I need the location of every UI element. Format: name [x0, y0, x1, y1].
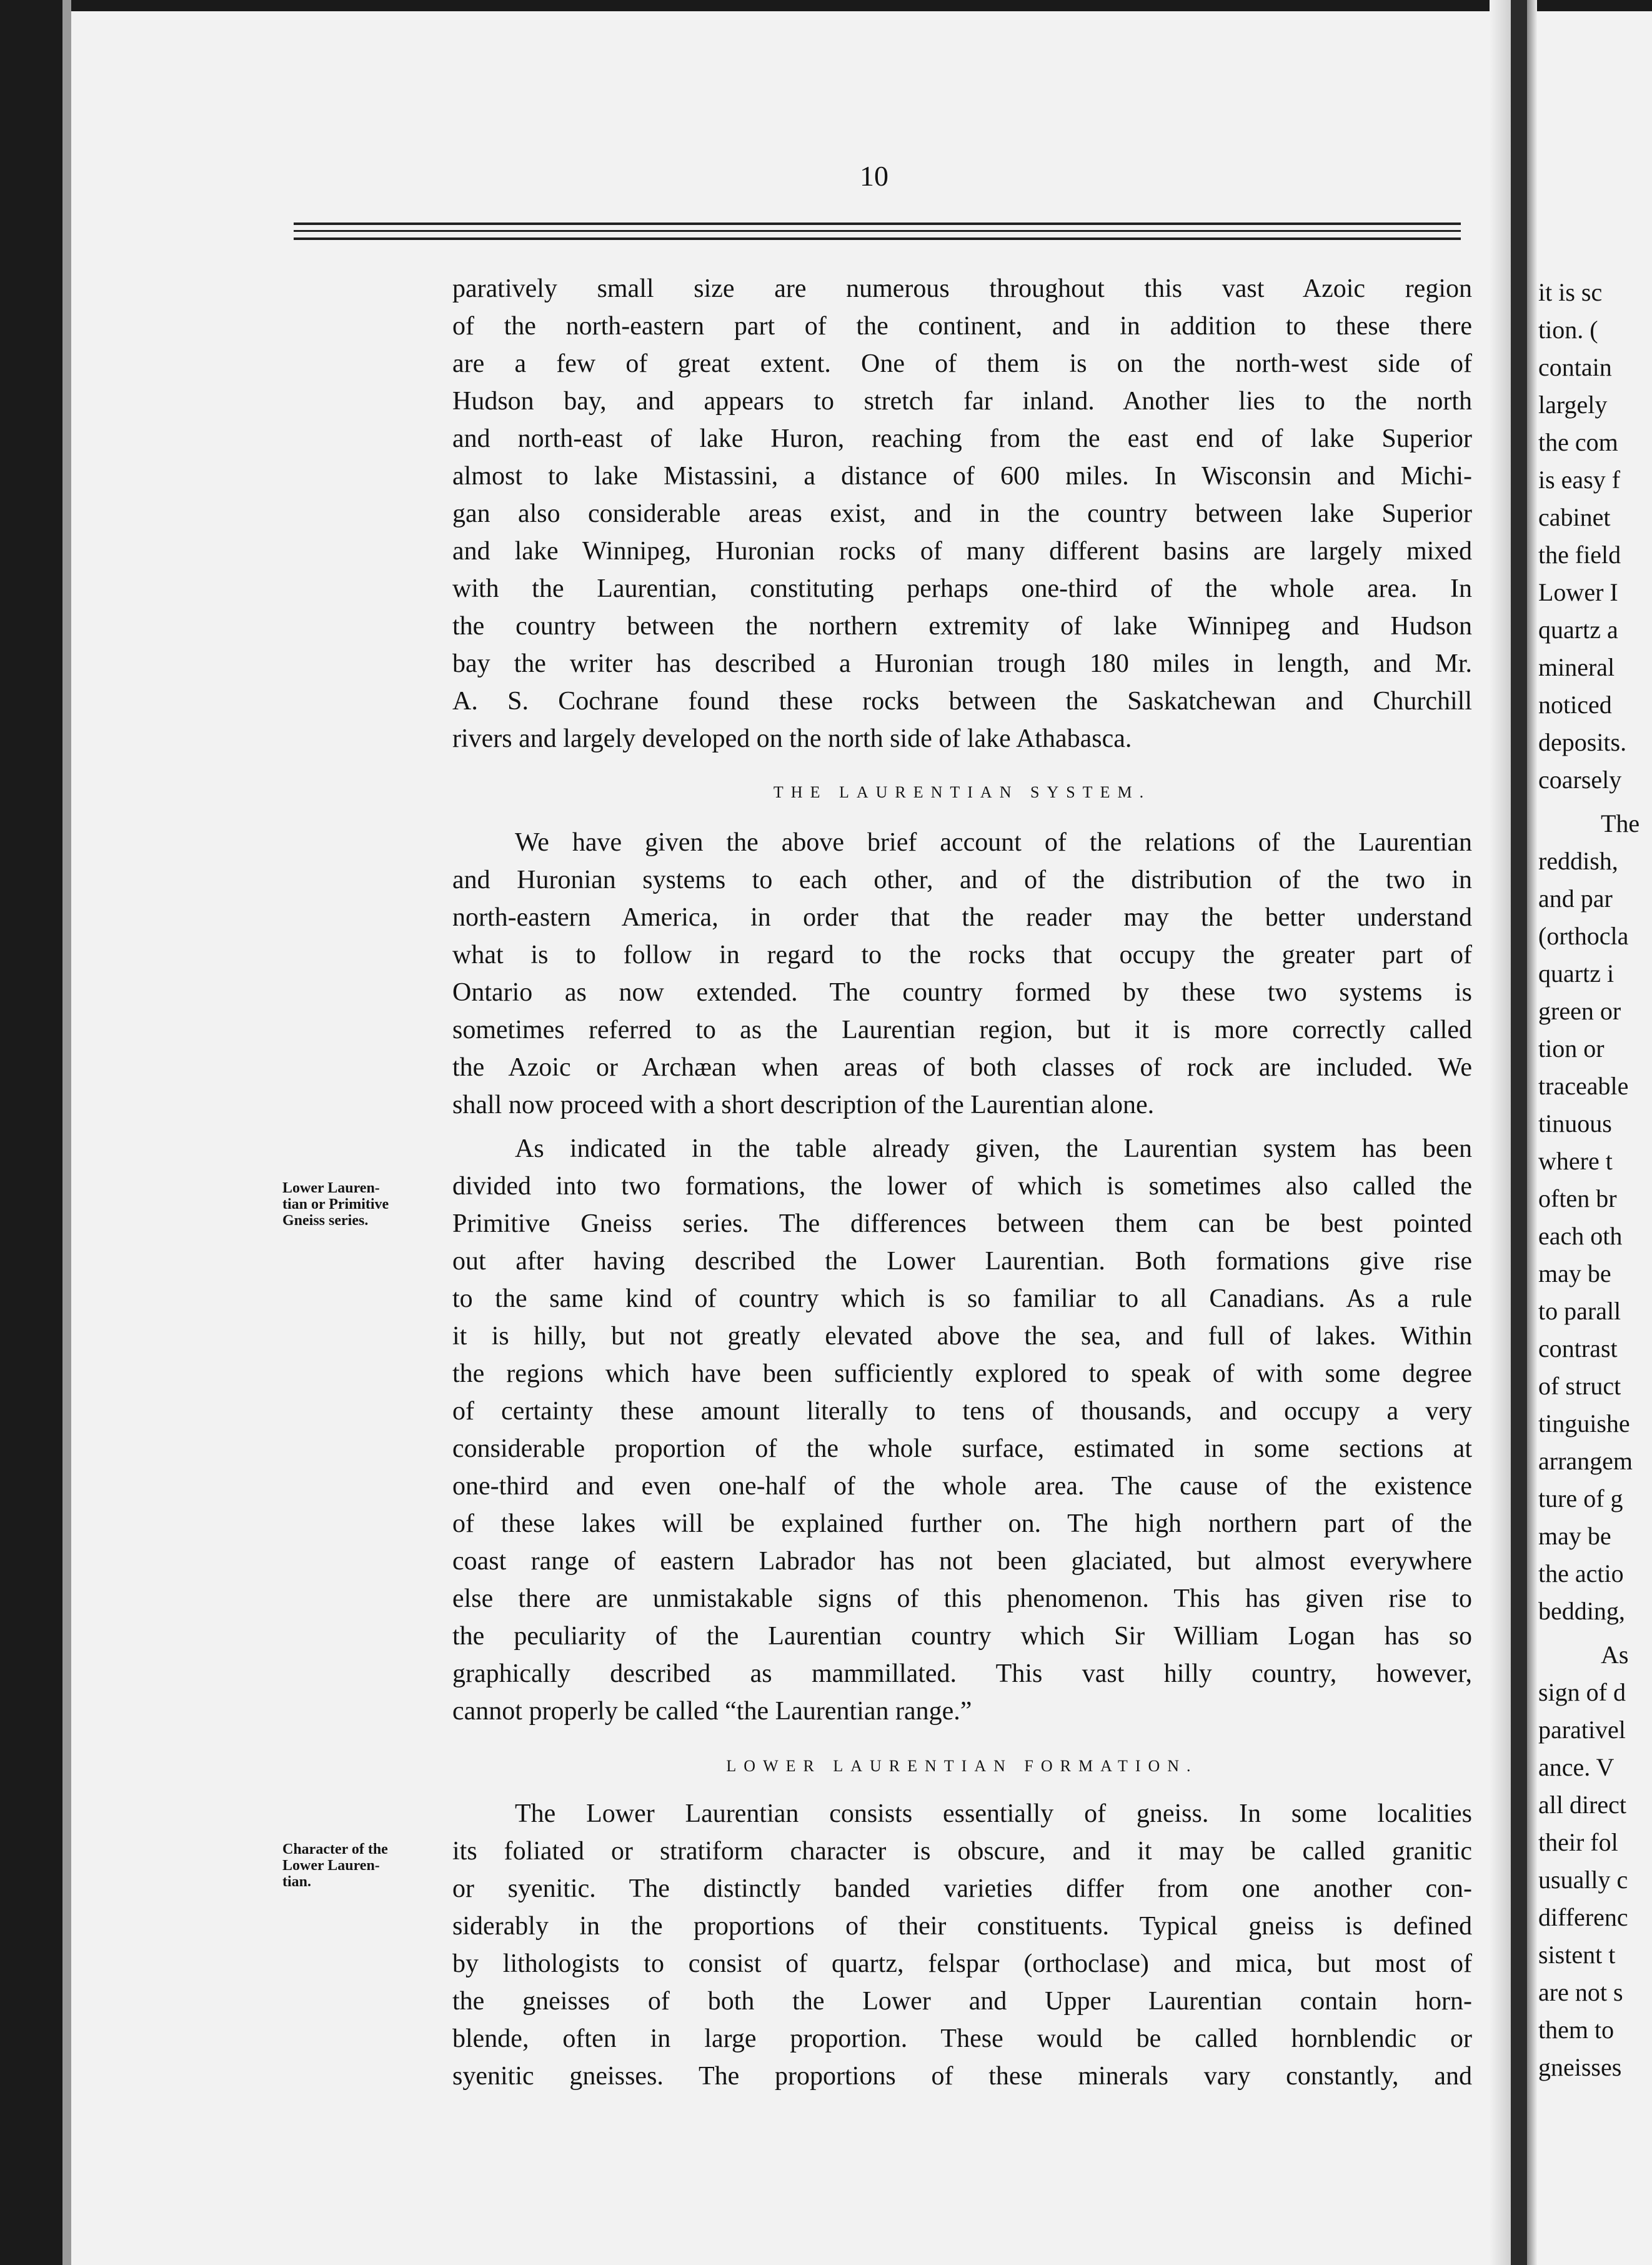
body-line: of the north-eastern part of the continent, and in addition to these there	[452, 312, 1472, 341]
facing-page-line: coarsely	[1538, 766, 1622, 794]
body-line: one-third and even one-half of the whole area. The cause of the existence	[452, 1472, 1472, 1501]
facing-page-line: gneisses	[1538, 2053, 1622, 2081]
body-line: coast range of eastern Labrador has not been glaciated, but almost everywhere	[452, 1547, 1472, 1576]
facing-page-line: each oth	[1538, 1222, 1623, 1250]
scan-left-edge	[0, 0, 62, 2265]
facing-page-line: the field	[1538, 541, 1621, 569]
body-line: it is hilly, but not greatly elevated above the sea, and full of lakes. Within	[452, 1322, 1472, 1351]
section-heading: THE LAURENTIAN SYSTEM.	[773, 783, 1152, 801]
body-line: syenitic gneisses. The proportions of these minerals vary constantly, and	[452, 2062, 1472, 2091]
facing-page-line: all direct	[1538, 1791, 1627, 1819]
facing-page-line: of struct	[1538, 1372, 1621, 1400]
scan-top-edge	[0, 0, 1652, 11]
facing-page-line: ture of g	[1538, 1484, 1623, 1512]
body-line: and lake Winnipeg, Huronian rocks of many different basins are largely mixed	[452, 537, 1472, 566]
margin-note-line: Gneiss series.	[282, 1212, 369, 1229]
book-gutter	[1511, 0, 1527, 2265]
margin-note-line: tian or Primitive	[282, 1196, 389, 1212]
facing-page-line: may be	[1538, 1259, 1611, 1288]
facing-page-line: cabinet	[1538, 503, 1611, 531]
facing-page-line: arrangem	[1538, 1447, 1633, 1475]
facing-page-line: the com	[1538, 428, 1618, 456]
body-line: almost to lake Mistassini, a distance of 600 miles. In Wisconsin and Michi-	[452, 462, 1472, 491]
body-line: its foliated or stratiform character is obscure, and it may be called granitic	[452, 1837, 1472, 1866]
facing-page-line: tinuous	[1538, 1109, 1612, 1138]
facing-page-line: The	[1601, 809, 1640, 838]
facing-page-line: the actio	[1538, 1559, 1624, 1588]
body-line: of these lakes will be explained further on. The high northern part of the	[452, 1509, 1472, 1538]
body-line: rivers and largely developed on the north side of lake Athabasca.	[452, 724, 1132, 753]
facing-page-line: largely	[1538, 391, 1608, 419]
section-heading: LOWER LAURENTIAN FORMATION.	[726, 1757, 1198, 1775]
facing-page-line: tion or	[1538, 1034, 1605, 1062]
facing-page-line: (orthocla	[1538, 922, 1629, 950]
facing-page-line: differenc	[1538, 1903, 1628, 1931]
header-rule	[294, 230, 1461, 232]
facing-page-line: their fol	[1538, 1828, 1618, 1856]
body-line: We have given the above brief account of the relations of the Laurentian	[515, 828, 1472, 857]
facing-page-line: traceable	[1538, 1072, 1629, 1100]
facing-page-line: deposits.	[1538, 728, 1627, 756]
facing-page-line: sistent t	[1538, 1941, 1616, 1969]
body-line: the peculiarity of the Laurentian country which Sir William Logan has so	[452, 1622, 1472, 1651]
body-line: or syenitic. The distinctly banded varieties differ from one another con-	[452, 1874, 1472, 1903]
body-line: gan also considerable areas exist, and in the country between lake Superior	[452, 499, 1472, 528]
facing-page-line: contrast	[1538, 1334, 1618, 1362]
body-line: shall now proceed with a short description of the Laurentian alone.	[452, 1091, 1155, 1119]
facing-page-line: it is sc	[1538, 278, 1603, 306]
body-line: paratively small size are numerous throughout this vast Azoic region	[452, 274, 1472, 303]
body-line: else there are unmistakable signs of this phenomenon. This has given rise to	[452, 1584, 1472, 1613]
facing-page-line: them to	[1538, 2016, 1615, 2044]
facing-page-line: often br	[1538, 1184, 1617, 1212]
body-line: of certainty these amount literally to tens of thousands, and occupy a very	[452, 1397, 1472, 1426]
facing-page-line: green or	[1538, 997, 1621, 1025]
page-number: 10	[860, 160, 888, 192]
facing-page-line: may be	[1538, 1522, 1611, 1550]
body-line: to the same kind of country which is so familiar to all Canadians. As a rule	[452, 1284, 1472, 1313]
facing-page-line: Lower I	[1538, 578, 1618, 606]
facing-page-line: are not s	[1538, 1978, 1623, 2006]
body-line: are a few of great extent. One of them is on the north-west side of	[452, 349, 1472, 378]
facing-page-line: tion. (	[1538, 316, 1598, 344]
margin-note-line: Lower Lauren-	[282, 1858, 380, 1874]
facing-page-line: is easy f	[1538, 466, 1621, 494]
body-line: and Huronian systems to each other, and of the distribution of the two in	[452, 866, 1472, 894]
body-line: blende, often in large proportion. These would be called hornblendic or	[452, 2024, 1472, 2053]
facing-page-line: parativel	[1538, 1716, 1626, 1744]
body-line: siderably in the proportions of their constituents. Typical gneiss is defined	[452, 1912, 1472, 1941]
facing-page-line: sign of d	[1538, 1678, 1626, 1706]
facing-page-line: to parall	[1538, 1297, 1621, 1325]
facing-page-line: where t	[1538, 1147, 1613, 1175]
margin-note-line: tian.	[282, 1874, 312, 1890]
body-line: A. S. Cochrane found these rocks between the Saskatchewan and Churchill	[452, 687, 1472, 716]
body-line: out after having described the Lower Laurentian. Both formations give rise	[452, 1247, 1472, 1276]
facing-page-line: quartz a	[1538, 616, 1618, 644]
gutter-highlight	[1527, 0, 1537, 2265]
facing-page-line: reddish,	[1538, 847, 1618, 875]
header-rule	[294, 238, 1461, 240]
body-line: considerable proportion of the whole surface, estimated in some sections at	[452, 1434, 1472, 1463]
facing-page-line: ance. V	[1538, 1753, 1615, 1781]
body-line: by lithologists to consist of quartz, felspar (orthoclase) and mica, but most of	[452, 1949, 1472, 1978]
body-line: with the Laurentian, constituting perhaps one-third of the whole area. In	[452, 574, 1472, 603]
body-line: and north-east of lake Huron, reaching from the east end of lake Superior	[452, 424, 1472, 453]
body-line: cannot properly be called “the Laurentian range.”	[452, 1697, 972, 1726]
body-line: sometimes referred to as the Laurentian region, but it is more correctly called	[452, 1016, 1472, 1044]
body-line: The Lower Laurentian consists essentially of gneiss. In some localities	[515, 1799, 1472, 1828]
body-line: Ontario as now extended. The country formed by these two systems is	[452, 978, 1472, 1007]
facing-page-line: bedding,	[1538, 1597, 1625, 1625]
margin-note-line: Character of the	[282, 1841, 388, 1858]
facing-page-line: contain	[1538, 353, 1612, 381]
facing-page-line: tinguishe	[1538, 1409, 1630, 1438]
body-line: north-eastern America, in order that the reader may the better understand	[452, 903, 1472, 932]
body-line: bay the writer has described a Huronian trough 180 miles in length, and Mr.	[452, 649, 1472, 678]
facing-page-line: mineral	[1538, 653, 1615, 681]
body-line: Primitive Gneiss series. The differences between them can be best pointed	[452, 1209, 1472, 1238]
body-line: the country between the northern extremity of lake Winnipeg and Hudson	[452, 612, 1472, 641]
facing-page-line: As	[1601, 1641, 1629, 1669]
facing-page-line: and par	[1538, 884, 1613, 912]
facing-page-line: usually c	[1538, 1866, 1628, 1894]
body-line: the regions which have been sufficiently explored to speak of with some degree	[452, 1359, 1472, 1388]
body-line: Hudson bay, and appears to stretch far inland. Another lies to the north	[452, 387, 1472, 416]
body-line: As indicated in the table already given, the Laurentian system has been	[515, 1134, 1472, 1163]
body-line: what is to follow in regard to the rocks that occupy the greater part of	[452, 941, 1472, 969]
margin-note-line: Lower Lauren-	[282, 1180, 380, 1196]
scan-left-edge-shadow	[62, 0, 71, 2265]
margin-note-character	[282, 1841, 445, 1890]
margin-note-lower-laurentian	[282, 1180, 445, 1229]
body-line: the gneisses of both the Lower and Upper Laurentian contain horn-	[452, 1987, 1472, 2016]
body-line: graphically described as mammillated. This vast hilly country, however,	[452, 1659, 1472, 1688]
body-line: the Azoic or Archæan when areas of both classes of rock are included. We	[452, 1053, 1472, 1082]
body-line: divided into two formations, the lower of which is sometimes also called the	[452, 1172, 1472, 1201]
header-rule	[294, 222, 1461, 225]
facing-page-line: noticed	[1538, 691, 1612, 719]
facing-page-line: quartz i	[1538, 959, 1615, 988]
gutter-shadow	[1490, 0, 1511, 2265]
